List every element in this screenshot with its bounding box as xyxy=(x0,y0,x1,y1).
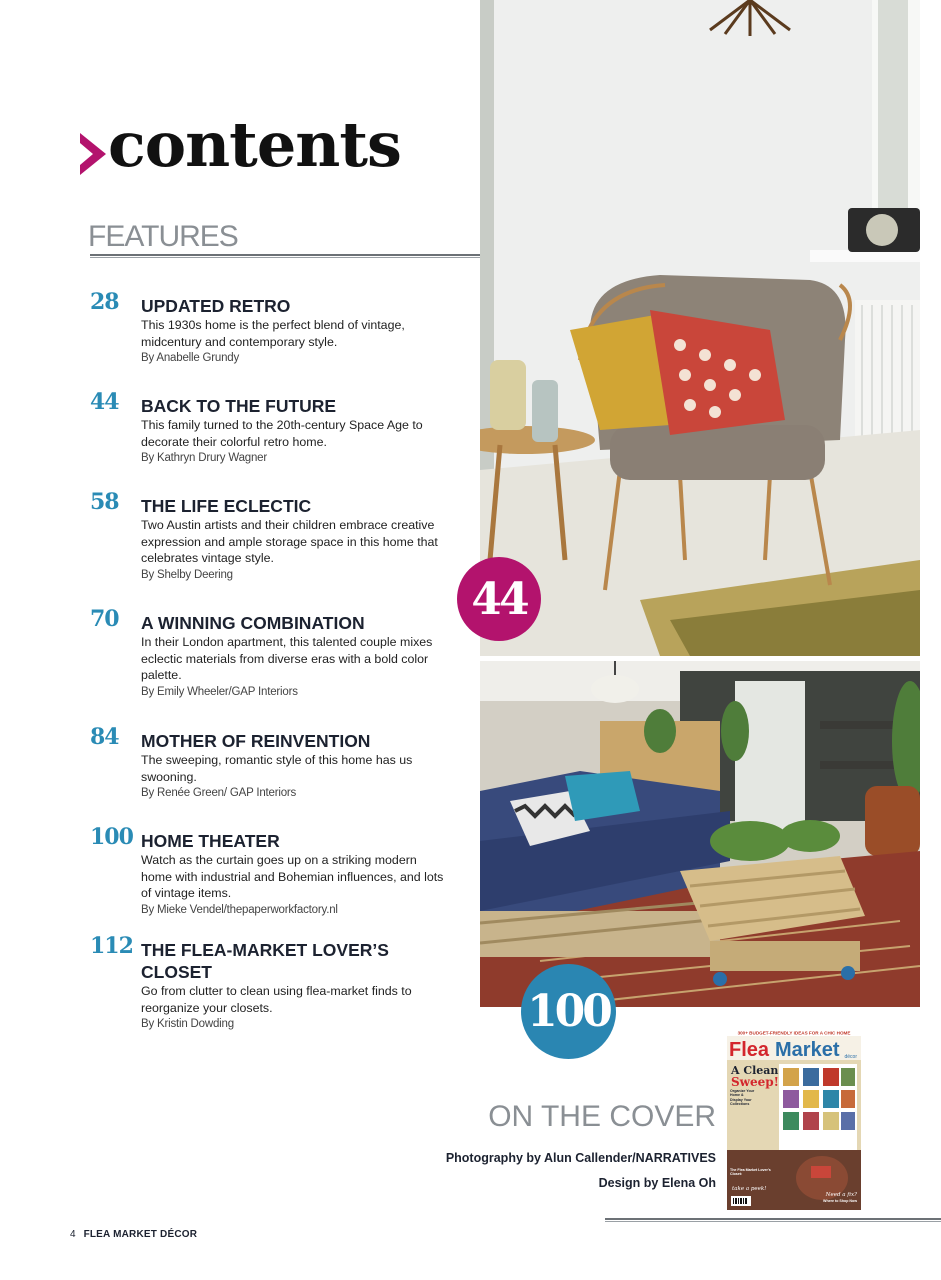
toc-byline: By Emily Wheeler/GAP Interiors xyxy=(141,685,298,698)
cover-brand-flea: Flea xyxy=(729,1039,770,1061)
cover-design-credit: Design by Elena Oh xyxy=(598,1176,716,1190)
toc-description: This 1930s home is the perfect blend of vintage, midcentury and contemporary style. xyxy=(141,318,405,349)
toc-description: Watch as the curtain goes up on a striking modern home with industrial and Bohemian influences, and lots of vintage items. xyxy=(141,853,444,900)
armchair-room-illustration xyxy=(480,0,920,656)
toc-title: MOTHER OF REINVENTION xyxy=(141,731,371,751)
toc-byline: By Shelby Deering xyxy=(141,568,233,581)
toc-page-number: 44 xyxy=(90,389,119,415)
cover-divider xyxy=(605,1218,941,1222)
features-heading: FEATURES xyxy=(88,220,238,253)
page-title: contents xyxy=(108,108,401,181)
armchair-room-photo[interactable] xyxy=(480,0,920,656)
toc-page-number: 100 xyxy=(90,824,133,850)
cover-photo-credit: Photography by Alun Callender/NARRATIVES xyxy=(445,1151,716,1165)
toc-page-number: 84 xyxy=(90,724,119,750)
toc-byline: By Anabelle Grundy xyxy=(141,352,240,364)
cover-side-text-4: Where to Shop Now xyxy=(823,1199,857,1203)
toc-page-number: 112 xyxy=(90,933,133,959)
cover-brand-market: Market xyxy=(775,1039,840,1061)
toc-description: Two Austin artists and their children embrace creative expression and ample storage space in this home that celebrates vintage style. xyxy=(141,518,438,565)
title-arrow-icon xyxy=(80,133,106,175)
toc-description: This family turned to the 20th-century Space Age to decorate their colorful retro home. xyxy=(141,418,423,449)
toc-description: In their London apartment, this talented couple mixes eclectic materials from diverse eras with a bold color palette. xyxy=(141,635,433,682)
magazine-cover-thumbnail[interactable] xyxy=(727,1028,861,1210)
toc-byline: By Renée Green/ GAP Interiors xyxy=(141,787,297,799)
cover-headline-1: A Clean xyxy=(731,1064,779,1077)
toc-title: THE LIFE ECLECTIC xyxy=(141,496,312,516)
toc-description: Go from clutter to clean using flea-market finds to reorganize your closets. xyxy=(141,984,412,1015)
toc-byline: By Mieke Vendel/thepaperworkfactory.nl xyxy=(141,903,338,916)
on-the-cover-heading: ON THE COVER xyxy=(488,1100,716,1133)
cover-brand-decor: décor xyxy=(844,1054,857,1060)
toc-page-number: 58 xyxy=(90,489,119,515)
features-divider xyxy=(90,254,482,258)
page-badge-44[interactable]: 44 xyxy=(457,557,541,641)
pallet-sofa-room-photo[interactable] xyxy=(480,661,920,1007)
page-folio xyxy=(70,1229,197,1240)
toc-description: The sweeping, romantic style of this home has us swooning. xyxy=(141,753,413,784)
cover-side-text-1: The Flea Market Lover's Closet: xyxy=(730,1168,771,1177)
toc-title: BACK TO THE FUTURE xyxy=(141,396,337,416)
cover-side-text-2: take a peek! xyxy=(732,1186,767,1192)
toc-title: A WINNING COMBINATION xyxy=(141,613,365,633)
cover-subhead: Organize Your Home & Display Your Collections xyxy=(730,1089,755,1107)
folio-page-number: 4 xyxy=(70,1229,76,1240)
toc-byline: By Kristin Dowding xyxy=(141,1018,234,1030)
cover-side-text-3: Need a fix? xyxy=(825,1192,857,1198)
pallet-sofa-illustration xyxy=(480,661,920,1007)
toc-title: HOME THEATER xyxy=(141,831,280,851)
toc-title: UPDATED RETRO xyxy=(141,296,291,316)
magazine-cover-art xyxy=(727,1028,861,1210)
page-badge-100[interactable]: 100 xyxy=(521,964,616,1059)
toc-page-number: 70 xyxy=(90,606,119,632)
cover-tagline: 300+ BUDGET-FRIENDLY IDEAS FOR A CHIC HOME xyxy=(737,1030,851,1036)
toc-byline: By Kathryn Drury Wagner xyxy=(141,452,267,464)
cover-headline-2: Sweep! xyxy=(731,1075,779,1089)
toc-page-number: 28 xyxy=(90,289,119,315)
toc-title: THE FLEA-MARKET LOVER’S CLOSET xyxy=(141,940,389,982)
folio-magazine-name: FLEA MARKET DÉCOR xyxy=(83,1229,198,1240)
